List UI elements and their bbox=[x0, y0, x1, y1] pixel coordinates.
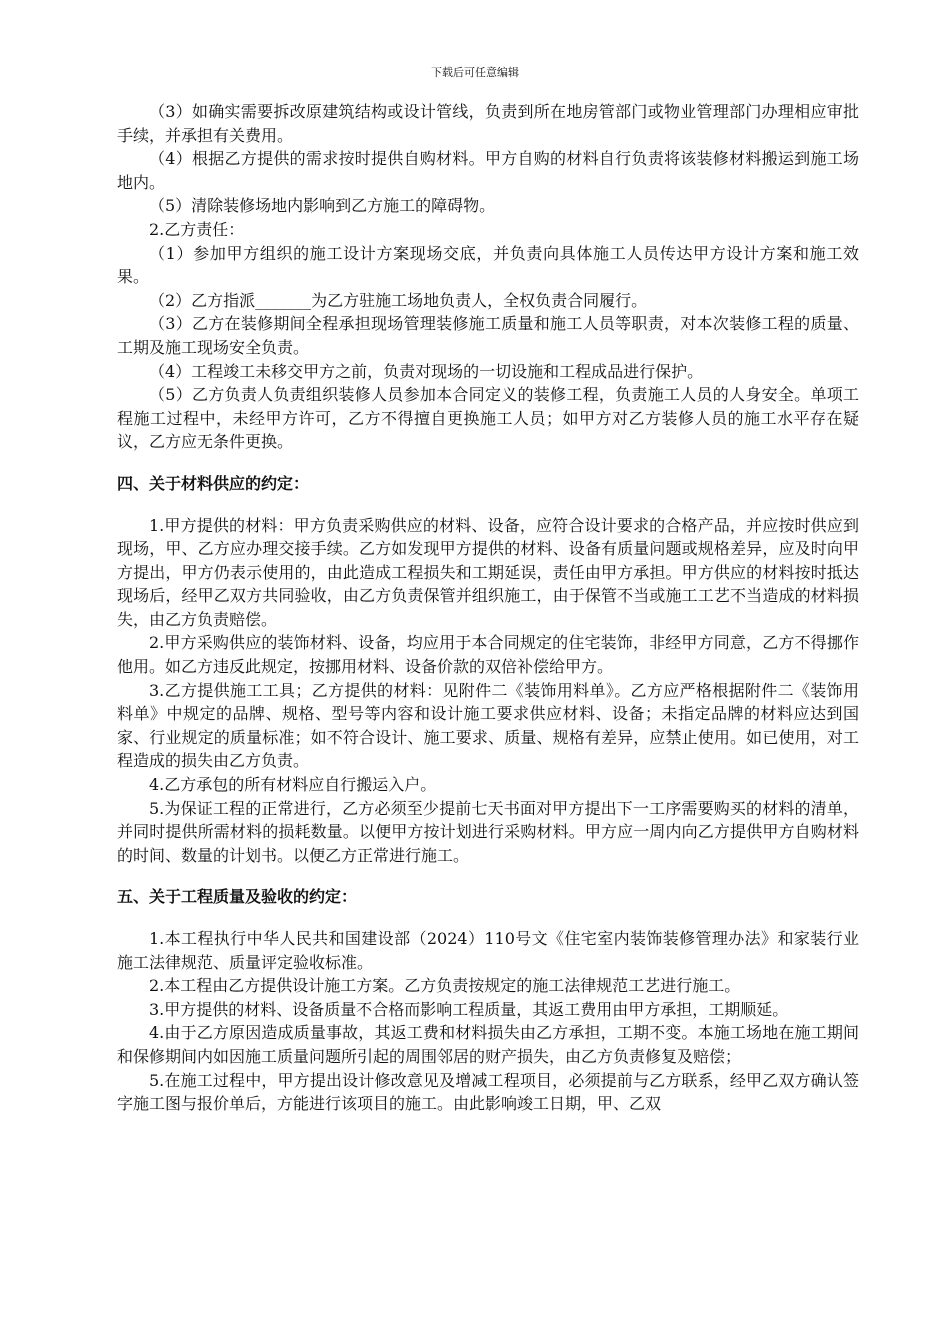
page-header-note: 下载后可任意编辑 bbox=[431, 66, 519, 79]
paragraph: （5）清除装修场地内影响到乙方施工的障碍物。 bbox=[149, 196, 496, 216]
paragraph: （5）乙方负责人负责组织装修人员参加本合同定义的装修工程，负责施工人员的人身安全。单项工程施工过程中，未经甲方许可，乙方不得擅自更换施工人员；如甲方对乙方装修人员的施工水平存在疑议，乙方应无条件更换。 bbox=[117, 385, 859, 452]
spacer bbox=[117, 909, 859, 927]
subsection-title: 2.乙方责任： bbox=[149, 219, 245, 239]
paragraph: （2）乙方指派_______为乙方驻施工场地负责人，全权负责合同履行。 bbox=[149, 290, 648, 310]
paragraph: 2.本工程由乙方提供设计施工方案。乙方负责按规定的施工法律规范工艺进行施工。 bbox=[149, 976, 741, 996]
spacer bbox=[117, 454, 859, 472]
paragraph: 3.乙方提供施工工具；乙方提供的材料：见附件二《装饰用料单》。乙方应严格根据附件二《装饰用料单》中规定的品牌、规格、型号等内容和设计施工要求供应材料、设备；未指定品牌的材料应达到国家、行业规定的质量标准；如不符合设计、施工要求、质量、规格有差异，应禁止使用。如已使用，对工程造成的损失由乙方负责。 bbox=[117, 680, 859, 771]
paragraph: （3）如确实需要拆改原建筑结构或设计管线，负责到所在地房管部门或物业管理部门办理相应审批手续，并承担有关费用。 bbox=[117, 102, 859, 145]
section-heading: 四、关于材料供应的约定： bbox=[117, 473, 310, 493]
spacer bbox=[117, 867, 859, 885]
paragraph: 4.由于乙方原因造成质量事故，其返工费和材料损失由乙方承担，工期不变。本施工场地在施工期间和保修期间内如因施工质量问题所引起的周围邻居的财产损失，由乙方负责修复及赔偿； bbox=[117, 1023, 859, 1066]
paragraph: 2.甲方采购供应的装饰材料、设备，均应用于本合同规定的住宅装饰，非经甲方同意，乙方不得挪作他用。如乙方违反此规定，按挪用材料、设备价款的双倍补偿给甲方。 bbox=[117, 633, 859, 677]
spacer bbox=[117, 496, 859, 514]
section-heading: 五、关于工程质量及验收的约定： bbox=[117, 887, 358, 907]
paragraph: 3.甲方提供的材料、设备质量不合格而影响工程质量，其返工费用由甲方承担，工期顺延。 bbox=[149, 999, 789, 1019]
paragraph: （1）参加甲方组织的施工设计方案现场交底，并负责向具体施工人员传达甲方设计方案和施工效果。 bbox=[117, 243, 859, 287]
paragraph: （4）工程竣工未移交甲方之前，负责对现场的一切设施和工程成品进行保护。 bbox=[149, 361, 704, 381]
paragraph: 1.甲方提供的材料：甲方负责采购供应的材料、设备，应符合设计要求的合格产品，并应按时供应到现场，甲、乙方应办理交接手续。乙方如发现甲方提供的材料、设备有质量问题或规格差异，应及时向甲方提出，甲方仍表示使用的，由此造成工程损失和工期延误，责任由甲方承担。甲方供应的材料按时抵达现场后，经甲乙双方共同验收，由乙方负责保管并组织施工，由于保管不当或施工工艺不当造成的材料损失，由乙方负责赔偿。 bbox=[117, 515, 859, 629]
document-body bbox=[117, 100, 859, 1116]
paragraph: 4.乙方承包的所有材料应自行搬运入户。 bbox=[149, 775, 437, 795]
paragraph: （3）乙方在装修期间全程承担现场管理装修施工质量和施工人员等职责，对本次装修工程的质量、工期及施工现场安全负责。 bbox=[117, 314, 859, 357]
paragraph: 1.本工程执行中华人民共和国建设部（2024）110号文《住宅室内装饰装修管理办法》和家装行业施工法律规范、质量评定验收标准。 bbox=[117, 929, 859, 972]
paragraph: （4）根据乙方提供的需求按时提供自购材料。甲方自购的材料自行负责将该装修材料搬运到施工场地内。 bbox=[117, 149, 859, 192]
paragraph: 5.为保证工程的正常进行，乙方必须至少提前七天书面对甲方提出下一工序需要购买的材料的清单，并同时提供所需材料的损耗数量。以便甲方按计划进行采购材料。甲方应一周内向乙方提供甲方自购材料的时间、数量的计划书。以便乙方正常进行施工。 bbox=[117, 798, 859, 865]
paragraph: 5.在施工过程中，甲方提出设计修改意见及增减工程项目，必须提前与乙方联系，经甲乙双方确认签字施工图与报价单后，方能进行该项目的施工。由此影响竣工日期，甲、乙双 bbox=[117, 1070, 859, 1114]
